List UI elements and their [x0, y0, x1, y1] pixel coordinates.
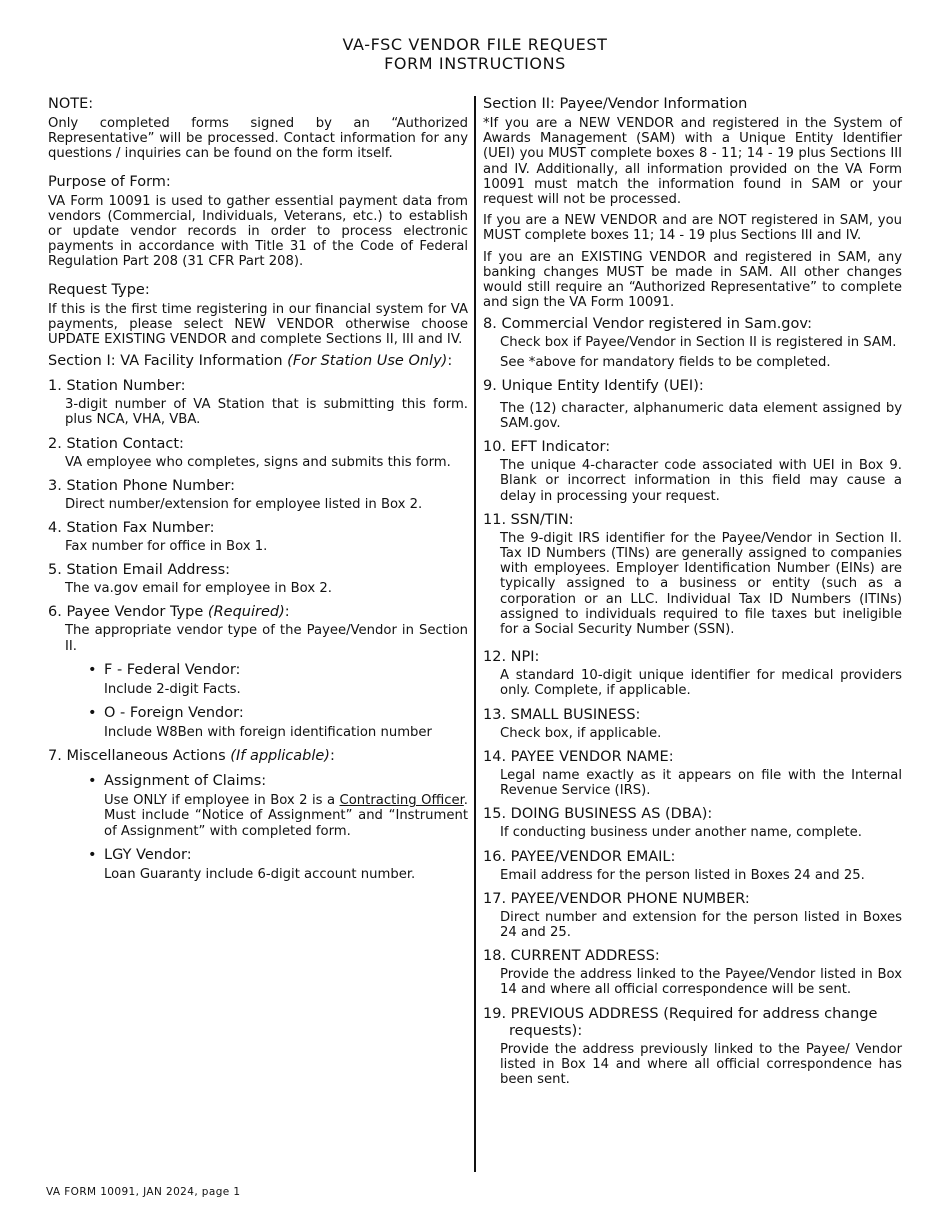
item-ssn-tin: 11. SSN/TIN: The 9-digit IRS identifier for the Payee/Vendor in Section II. Tax ID Numbers (TINs) are generally assigned to companies with employees. Employer Identification Number (EINs) are typically assigned to a business or entity (such as a corporation or an LLC. Individual Tax ID Numbers (ITINs) assigned to individuals required to file taxes but ineligible for a Social Security Number (SSN). [483, 511, 902, 638]
title-line-1: VA-FSC VENDOR FILE REQUEST [342, 35, 608, 54]
item-station-fax: 4. Station Fax Number: Fax number for office in Box 1. [48, 520, 268, 555]
section-2-new-vendor-no-sam: If you are a NEW VENDOR and are NOT registered in SAM, you MUST complete boxes 11; 14 - 19 plus Sections III and IV. [483, 213, 902, 244]
item-payee-vendor-phone: 17. PAYEE/VENDOR PHONE NUMBER: Direct number and extension for the person listed in Boxes 24 and 25. [483, 890, 902, 940]
request-type-heading: Request Type: [48, 281, 150, 298]
note-heading: NOTE: [48, 96, 94, 112]
title-line-2: FORM INSTRUCTIONS [384, 54, 566, 73]
item-uei: 9. Unique Entity Identify (UEI): The (12) character, alphanumeric data element assigned by SAM.gov. [483, 377, 902, 432]
item-npi: 12. NPI: A standard 10-digit unique identifier for medical providers only. Complete, if applicable. [483, 649, 902, 699]
purpose-text: VA Form 10091 is used to gather essential payment data from vendors (Commercial, Individuals, Veterans, etc.) to establish or update vendor records in order to process electronic payments in accordance with Title 31 of the Code of Federal Regulation Part 208 (31 CFR Part 208). [48, 193, 468, 270]
form-footer: VA FORM 10091, JAN 2024, page 1 [46, 1186, 241, 1198]
item-station-contact: 2. Station Contact: VA employee who completes, signs and submits this form. [48, 435, 451, 470]
bullet-assignment-of-claims: • Assignment of Claims: Use ONLY if employee in Box 2 is a Contracting Officer. Must include “Notice of Assignment” and “Instrument of Assignment” with completed form. [88, 773, 468, 839]
item-payee-vendor-name: 14. PAYEE VENDOR NAME: Legal name exactly as it appears on file with the Internal Revenue Service (IRS). [483, 748, 902, 799]
item-eft-indicator: 10. EFT Indicator: The unique 4-character code associated with UEI in Box 9. Blank or incorrect information in this field may cause a delay in processing your request. [483, 439, 902, 504]
section-2-heading: Section II: Payee/Vendor Information [483, 96, 748, 112]
request-type-text: If this is the first time registering in our financial system for VA payments, please select NEW VENDOR otherwise choose UPDATE EXISTING VENDOR and complete Sections II, III and IV. [48, 301, 468, 348]
item-station-number: 1. Station Number: 3-digit number of VA Station that is submitting this form. plus NCA, VHA, VBA. [48, 378, 468, 428]
purpose-heading: Purpose of Form: [48, 173, 171, 190]
item-station-email: 5. Station Email Address: The va.gov email for employee in Box 2. [48, 562, 332, 597]
section-2-new-vendor-sam: *If you are a NEW VENDOR and registered in the System of Awards Management (SAM) with a Unique Entity Identifier (UEI) you MUST complete boxes 8 - 11; 14 - 19 plus Sections III and IV. Additionally, all information provided on the VA Form 10091 must match the information found in SAM or your request will not be processed. [483, 116, 902, 208]
item-small-business: 13. SMALL BUSINESS: Check box, if applicable. [483, 706, 662, 741]
bullet-lgy-vendor: • LGY Vendor: Loan Guaranty include 6-digit account number. [88, 847, 468, 882]
item-payee-vendor-email: 16. PAYEE/VENDOR EMAIL: Email address for the person listed in Boxes 24 and 25. [483, 848, 865, 883]
column-divider [474, 96, 476, 1172]
item-previous-address: 19. PREVIOUS ADDRESS (Required for address change requests): Provide the address previously linked to the Payee/ Vendor listed in Box 14 and where all official correspondence has been sent. [483, 1005, 902, 1087]
right-column [483, 96, 902, 1095]
item-dba: 15. DOING BUSINESS AS (DBA): If conducting business under another name, complete. [483, 806, 862, 841]
bullet-foreign-vendor: • O - Foreign Vendor: Include W8Ben with foreign identification number [88, 705, 468, 740]
section-1-heading: Section I: VA Facility Information (For Station Use Only): [48, 353, 453, 370]
left-column [48, 96, 468, 890]
document-title [0, 35, 950, 73]
item-station-phone: 3. Station Phone Number: Direct number/extension for employee listed in Box 2. [48, 477, 423, 512]
item-commercial-vendor: 8. Commercial Vendor registered in Sam.gov: Check box if Payee/Vendor in Section II is registered in SAM. See *above for mandatory fields to be completed. [483, 316, 897, 370]
bullet-federal-vendor: • F - Federal Vendor: Include 2-digit Facts. [88, 662, 468, 697]
item-miscellaneous-actions: 7. Miscellaneous Actions (If applicable): • Assignment of Claims: Use ONLY if employee in Box 2 is a Contracting Officer. Must include “Notice of Assignment” and “Instrument of Assignment” with completed form. • LGY Vendor: Loan Guaranty include 6-digit account number. [48, 748, 468, 882]
note-text: Only completed forms signed by an “Authorized Representative” will be processed. Contact information for any questions / inquiries can be found on the form itself. [48, 116, 468, 162]
item-payee-vendor-type: 6. Payee Vendor Type (Required): The appropriate vendor type of the Payee/Vendor in Section II. • F - Federal Vendor: Include 2-digit Facts. • O - Foreign Vendor: Include W8Ben with foreign identification number [48, 604, 468, 740]
section-2-existing-vendor: If you are an EXISTING VENDOR and registered in SAM, any banking changes MUST be made in SAM. All other changes would still require an “Authorized Representative” to complete and sign the VA Form 10091. [483, 249, 902, 311]
item-current-address: 18. CURRENT ADDRESS: Provide the address linked to the Payee/Vendor listed in Box 14 and where all official correspondence will be sent. [483, 948, 902, 998]
